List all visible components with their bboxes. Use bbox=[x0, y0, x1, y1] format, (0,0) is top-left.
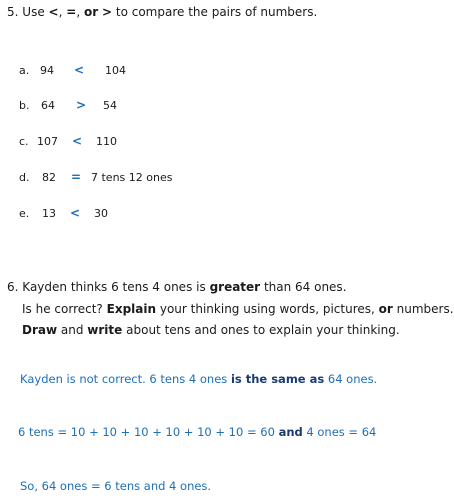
answer-text: Kayden is not correct. 6 tens 4 ones bbox=[20, 372, 228, 386]
left-number: 107 bbox=[37, 135, 58, 148]
question-number: 5. bbox=[7, 5, 19, 19]
question-text: numbers. bbox=[396, 302, 454, 316]
answer-emphasis: and bbox=[278, 425, 303, 439]
question-6-line-2 bbox=[22, 302, 454, 316]
question-text: Kayden thinks 6 tens 4 ones is bbox=[22, 280, 206, 294]
answer-text: 6 tens = 10 + 10 + 10 + 10 + 10 + 10 = 60 bbox=[18, 425, 275, 439]
comparison-item-e bbox=[0, 207, 421, 223]
answer-text: 64 ones. bbox=[327, 372, 378, 386]
answer-symbol: > bbox=[76, 98, 87, 112]
answer-line-1 bbox=[20, 372, 377, 386]
comparison-item-a bbox=[0, 64, 421, 80]
answer-text: 4 ones = 64 bbox=[306, 425, 377, 439]
right-number: 54 bbox=[103, 99, 117, 112]
question-number: 6. bbox=[7, 280, 19, 294]
item-letter: c. bbox=[19, 135, 29, 148]
answer-emphasis: is the same as bbox=[230, 372, 325, 386]
item-letter: e. bbox=[19, 207, 30, 220]
right-number: 7 tens 12 ones bbox=[91, 171, 173, 184]
answer-symbol: < bbox=[74, 63, 85, 77]
instruction-text: to compare the pairs of numbers. bbox=[115, 5, 318, 19]
comparison-item-c bbox=[0, 135, 421, 151]
left-number: 13 bbox=[42, 207, 56, 220]
item-letter: d. bbox=[19, 171, 30, 184]
question-emphasis: Explain bbox=[106, 302, 157, 316]
right-number: 30 bbox=[94, 207, 108, 220]
answer-text: So, 64 ones = 6 tens and 4 ones. bbox=[20, 479, 212, 493]
greater-than-symbol: > bbox=[101, 5, 113, 19]
answer-line-2 bbox=[18, 425, 376, 439]
question-5-title bbox=[7, 5, 317, 19]
instruction-text: Use bbox=[22, 5, 45, 19]
answer-symbol: < bbox=[72, 134, 83, 148]
answer-symbol: = bbox=[71, 170, 82, 184]
item-letter: a. bbox=[19, 64, 30, 77]
comparison-item-d bbox=[0, 171, 421, 187]
question-text: about tens and ones to explain your thinking. bbox=[126, 323, 400, 337]
question-text: your thinking using words, pictures, bbox=[159, 302, 375, 316]
or-word: or bbox=[83, 5, 99, 19]
question-emphasis: greater bbox=[209, 280, 261, 294]
less-than-symbol: < bbox=[48, 5, 59, 19]
comparison-item-b bbox=[0, 99, 421, 115]
equals-symbol: = bbox=[66, 5, 77, 19]
left-number: 64 bbox=[41, 99, 55, 112]
question-emphasis: or bbox=[378, 302, 393, 316]
left-number: 82 bbox=[42, 171, 56, 184]
question-text: Is he correct? bbox=[22, 302, 103, 316]
item-letter: b. bbox=[19, 99, 30, 112]
question-6-line-3 bbox=[22, 323, 400, 337]
comma: , bbox=[76, 5, 81, 19]
question-6-line-1 bbox=[7, 280, 347, 294]
question-emphasis: write bbox=[87, 323, 123, 337]
comma: , bbox=[58, 5, 63, 19]
left-number: 94 bbox=[40, 64, 54, 77]
answer-line-3 bbox=[20, 479, 211, 493]
question-text: and bbox=[60, 323, 84, 337]
right-number: 110 bbox=[96, 135, 117, 148]
question-emphasis: Draw bbox=[22, 323, 58, 337]
question-text: than 64 ones. bbox=[263, 280, 347, 294]
answer-symbol: < bbox=[70, 206, 81, 220]
right-number: 104 bbox=[105, 64, 126, 77]
